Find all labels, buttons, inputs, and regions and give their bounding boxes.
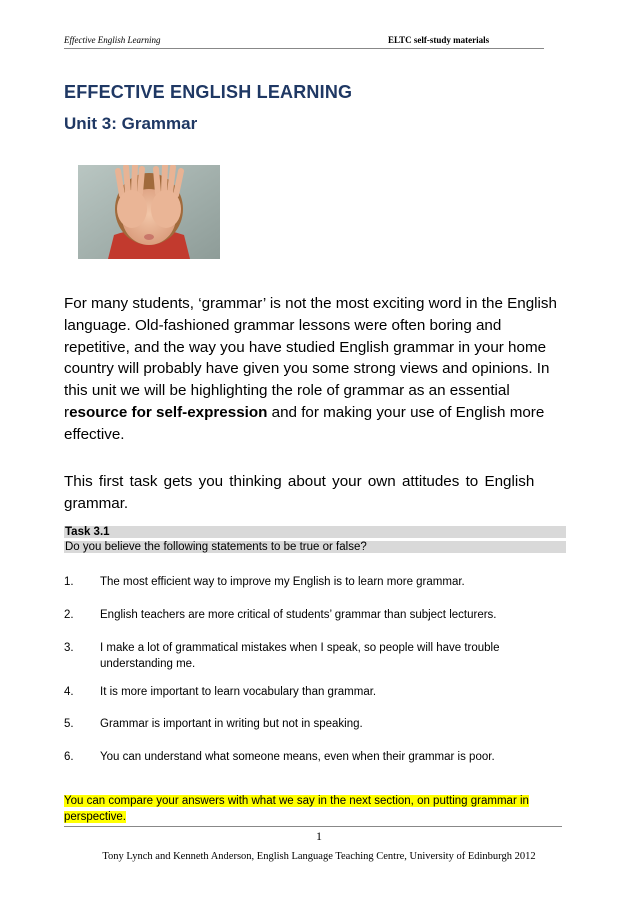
task-question: Do you believe the following statements to be true or false?: [64, 541, 566, 553]
item-text: The most efficient way to improve my English is to learn more grammar.: [100, 576, 465, 588]
item-text: It is more important to learn vocabulary than grammar.: [100, 686, 377, 698]
footer-rule: [64, 826, 562, 827]
item-number: 3.: [64, 642, 74, 654]
item-number: 2.: [64, 609, 74, 621]
intro-text-start: For many students, ‘grammar’ is not the most exciting word in the English language. Old-fashioned grammar lessons were often boring and repetitive, and the way you have studied English grammar in your home country will probably have given you some strong views and opinions. In this unit we will be highlighting the role of grammar as an essential r: [64, 295, 557, 421]
running-header-left: Effective English Learning: [64, 35, 161, 45]
intro-text-end: and for making your use of English more effective.: [64, 403, 545, 443]
item-number: 5.: [64, 718, 74, 730]
list-item: [64, 640, 554, 672]
page-footer: Tony Lynch and Kenneth Anderson, English Language Teaching Centre, University of Edinburgh 2012: [102, 851, 536, 862]
document-title: EFFECTIVE ENGLISH LEARNING: [64, 82, 353, 102]
intro-emphasis: esource for self-expression: [69, 403, 268, 421]
item-text: You can understand what someone means, even when their grammar is poor.: [100, 751, 495, 763]
highlighted-note-text: You can compare your answers with what we say in the next section, on putting grammar in perspective.: [64, 795, 529, 823]
item-number: 1.: [64, 576, 74, 588]
running-header-right: ELTC self-study materials: [388, 35, 490, 45]
task-label: Task 3.1: [64, 526, 566, 538]
page-number: 1: [316, 829, 322, 843]
list-item: [64, 749, 554, 765]
list-item: [64, 684, 554, 700]
item-text: English teachers are more critical of students’ grammar than subject lecturers.: [100, 609, 497, 621]
item-number: 6.: [64, 751, 74, 763]
list-item: [64, 716, 554, 732]
item-text: I make a lot of grammatical mistakes when I speak, so people will have trouble understanding me.: [100, 642, 500, 670]
item-number: 4.: [64, 686, 74, 698]
list-item: [64, 607, 554, 623]
lead-in-paragraph: This first task gets you thinking about your own attitudes to English grammar.: [64, 473, 535, 512]
highlighted-note: [64, 793, 564, 825]
item-text: Grammar is important in writing but not in speaking.: [100, 718, 363, 730]
unit-subtitle: Unit 3: Grammar: [64, 114, 198, 133]
header-rule: [64, 48, 544, 49]
intro-paragraph: [64, 293, 564, 446]
child-covering-eyes-photo: [78, 165, 220, 259]
list-item: [64, 574, 554, 590]
